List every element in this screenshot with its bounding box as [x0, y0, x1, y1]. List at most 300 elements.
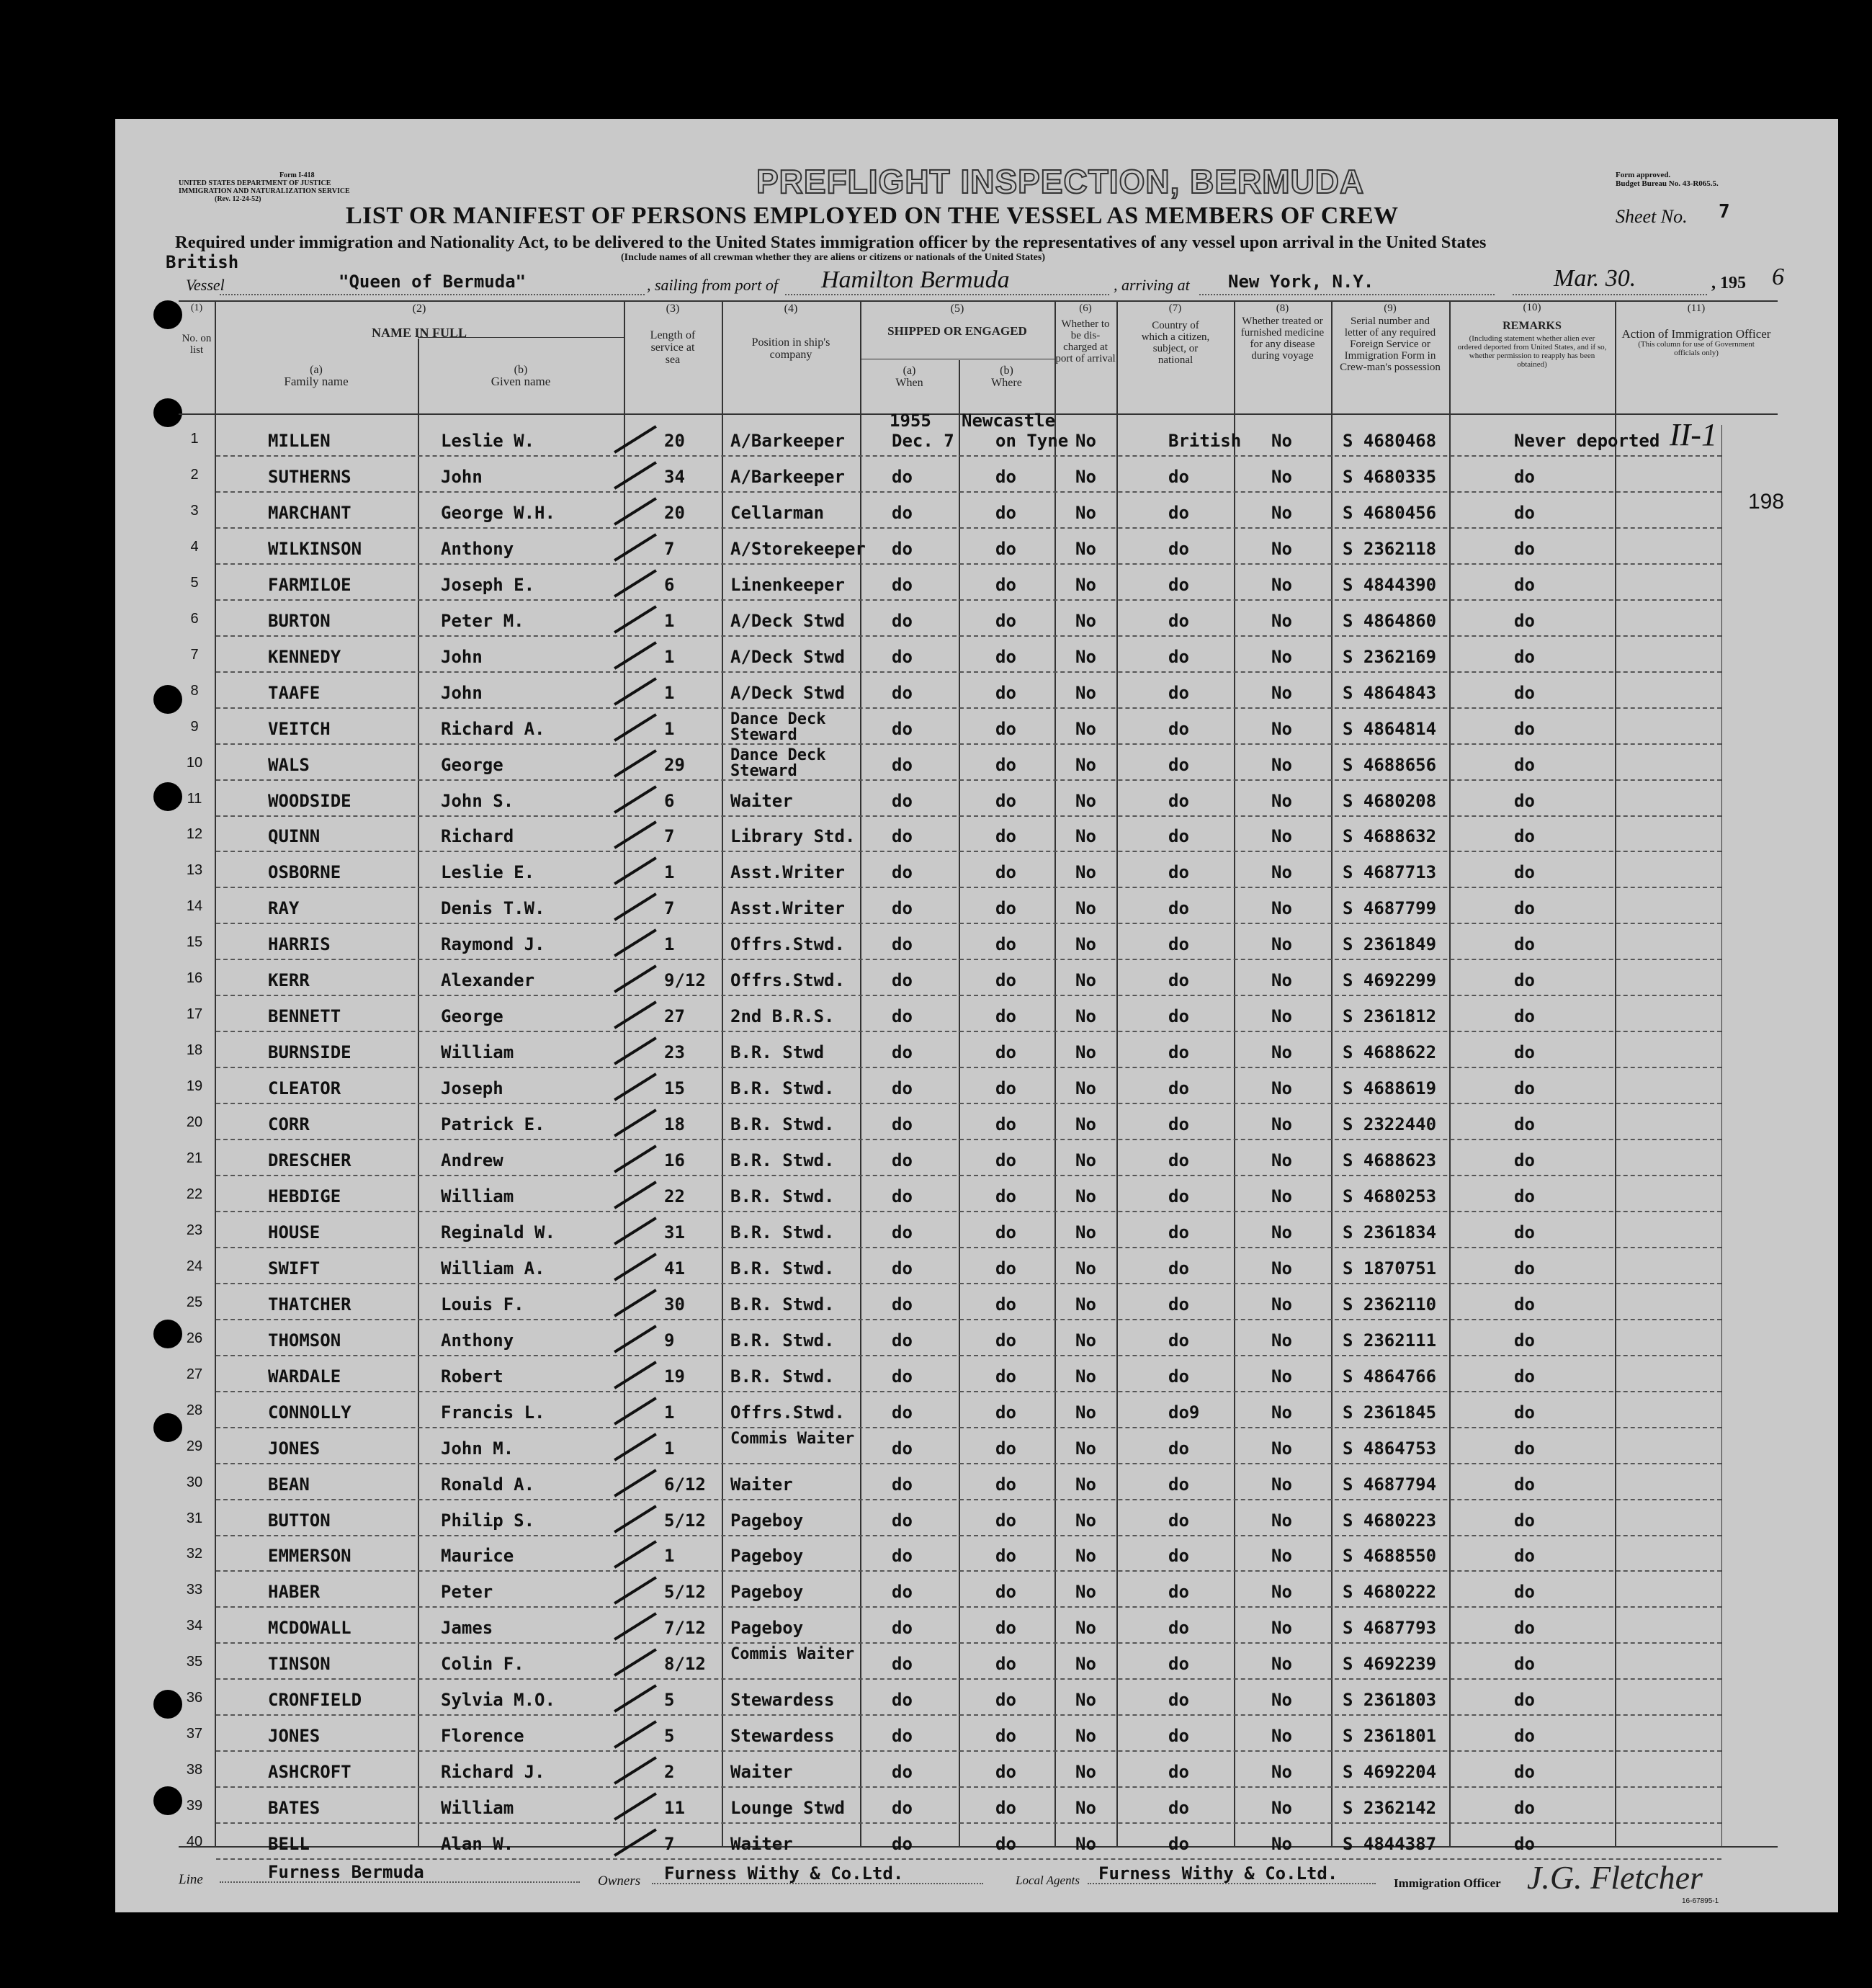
serial-number: S 4687793	[1343, 1618, 1437, 1639]
family-name: WALS	[268, 754, 310, 775]
remarks: do	[1514, 1546, 1535, 1567]
footer-line-value: Furness Bermuda	[268, 1862, 424, 1882]
given-name: Andrew	[441, 1150, 503, 1170]
position: A/Deck Stwd	[730, 682, 845, 703]
footer-agents-underline	[1088, 1883, 1376, 1885]
shipped-when: do	[892, 1222, 913, 1242]
row-number: 4	[190, 538, 199, 555]
family-name: BURNSIDE	[268, 1042, 351, 1063]
row-rule	[216, 599, 1721, 601]
sheet-label: Sheet No.	[1616, 206, 1688, 227]
family-name: KERR	[268, 970, 310, 991]
service-length: 9/12	[664, 970, 706, 991]
tally-slash-mark	[614, 1217, 657, 1245]
country: do	[1168, 1834, 1189, 1855]
discharged: No	[1075, 1582, 1096, 1603]
position: Cellarman	[730, 502, 825, 523]
given-name: John	[441, 682, 483, 703]
shipped-where: do	[995, 1798, 1016, 1819]
print-code: 16-67895-1	[1682, 1897, 1719, 1905]
nationality: British	[166, 252, 239, 272]
position: Waiter	[730, 790, 793, 811]
discharged: No	[1075, 1114, 1096, 1135]
shipped-where: do	[995, 1654, 1016, 1675]
discharged: No	[1075, 1762, 1096, 1783]
row-number: 39	[186, 1798, 203, 1814]
service-length: 7	[664, 1834, 675, 1855]
country: do	[1168, 1690, 1189, 1711]
punch-hole	[153, 300, 182, 329]
treated: No	[1271, 1294, 1292, 1315]
table-row	[0, 566, 1872, 602]
family-name: SUTHERNS	[268, 466, 351, 487]
row-number: 20	[186, 1114, 203, 1131]
treated: No	[1271, 718, 1292, 739]
discharged: No	[1075, 934, 1096, 955]
shipped-when: do	[892, 1510, 913, 1531]
table-row	[0, 1430, 1872, 1466]
given-name: Richard J.	[441, 1762, 545, 1783]
given-name: Raymond J.	[441, 934, 545, 955]
table-row	[0, 1789, 1872, 1825]
serial-number: S 2361849	[1343, 934, 1437, 955]
position: Commis Waiter	[730, 1645, 855, 1664]
remarks: do	[1514, 898, 1535, 919]
discharged: No	[1075, 1834, 1096, 1855]
country: do	[1168, 574, 1189, 595]
discharged: No	[1075, 1258, 1096, 1279]
treated: No	[1271, 1762, 1292, 1783]
given-name: Joseph	[441, 1078, 503, 1099]
country: do	[1168, 646, 1189, 667]
shipped-where: do	[995, 1186, 1016, 1206]
treated: No	[1271, 1654, 1292, 1675]
tally-slash-mark	[614, 1577, 657, 1605]
treated: No	[1271, 682, 1292, 703]
treated: No	[1271, 1510, 1292, 1531]
tally-slash-mark	[614, 1828, 657, 1856]
position: Asst.Writer	[730, 862, 845, 883]
shipped-when: do	[892, 1330, 913, 1351]
tally-slash-mark	[614, 929, 657, 957]
row-rule	[216, 1678, 1721, 1680]
table-row	[0, 782, 1872, 818]
service-length: 20	[664, 502, 685, 523]
shipped-when: do	[892, 1654, 913, 1675]
serial-number: S 4692204	[1343, 1762, 1437, 1783]
row-number: 15	[186, 934, 203, 951]
footer-agents-value: Furness Withy & Co.Ltd.	[1098, 1863, 1338, 1884]
row-number: 27	[186, 1366, 203, 1382]
treated: No	[1271, 1114, 1292, 1135]
serial-number: S 4864814	[1343, 718, 1437, 739]
row-rule	[216, 1247, 1721, 1248]
discharged: No	[1075, 538, 1096, 559]
arriving-label: , arriving at	[1114, 276, 1190, 294]
tally-slash-mark	[614, 749, 657, 777]
treated: No	[1271, 502, 1292, 523]
family-name: WOODSIDE	[268, 790, 351, 811]
serial-number: S 4688550	[1343, 1546, 1437, 1567]
shipped-where: do	[995, 1726, 1016, 1747]
shipped-where: do	[995, 1078, 1016, 1099]
country: do	[1168, 862, 1189, 883]
row-number: 22	[186, 1186, 203, 1202]
row-rule	[216, 1427, 1721, 1428]
table-row	[0, 1106, 1872, 1142]
row-rule	[216, 707, 1721, 709]
discharged: No	[1075, 1294, 1096, 1315]
shipped-where: do	[995, 754, 1016, 775]
table-row	[0, 1681, 1872, 1717]
table-row	[0, 1034, 1872, 1070]
tally-slash-mark	[614, 461, 657, 489]
remarks: do	[1514, 1582, 1535, 1603]
family-name: QUINN	[268, 826, 321, 847]
serial-number: S 4864860	[1343, 610, 1437, 631]
shipped-when: do	[892, 1618, 913, 1639]
shipped-where: do	[995, 502, 1016, 523]
remarks: do	[1514, 1690, 1535, 1711]
discharged: No	[1075, 610, 1096, 631]
family-name: HARRIS	[268, 934, 331, 955]
table-row	[0, 530, 1872, 566]
shipped-when: do	[892, 502, 913, 523]
vessel-label: Vessel	[186, 276, 225, 294]
country: do9	[1168, 1402, 1200, 1423]
tally-slash-mark	[614, 1469, 657, 1497]
table-row	[0, 1250, 1872, 1286]
remarks: do	[1514, 1366, 1535, 1387]
serial-number: S 4680222	[1343, 1582, 1437, 1603]
table-row	[0, 1322, 1872, 1358]
shipped-when: do	[892, 1078, 913, 1099]
row-rule	[216, 1175, 1721, 1176]
remarks: do	[1514, 1330, 1535, 1351]
family-name: MARCHANT	[268, 502, 351, 523]
treated: No	[1271, 1402, 1292, 1423]
table-row	[0, 926, 1872, 962]
family-name: WILKINSON	[268, 538, 362, 559]
shipped-where: do	[995, 790, 1016, 811]
row-number: 29	[186, 1438, 203, 1454]
service-length: 7	[664, 538, 675, 559]
given-name: John M.	[441, 1438, 514, 1459]
row-rule	[216, 1535, 1721, 1536]
given-name: Reginald W.	[441, 1222, 555, 1242]
shipped-where: do	[995, 1474, 1016, 1495]
country: do	[1168, 790, 1189, 811]
given-name: Louis F.	[441, 1294, 524, 1315]
serial-number: S 2361803	[1343, 1690, 1437, 1711]
discharged: No	[1075, 682, 1096, 703]
serial-number: S 4688623	[1343, 1150, 1437, 1170]
shipped-when: do	[892, 790, 913, 811]
shipped-where: do	[995, 898, 1016, 919]
shipped-where: do	[995, 826, 1016, 847]
row-rule	[216, 635, 1721, 637]
page-title: LIST OR MANIFEST OF PERSONS EMPLOYED ON THE VESSEL AS MEMBERS OF CREW	[346, 202, 1399, 229]
col2-header: (2) NAME IN FULL	[371, 303, 467, 340]
remarks: do	[1514, 1474, 1535, 1495]
shipped-when: do	[892, 682, 913, 703]
family-name: ASHCROFT	[268, 1762, 351, 1783]
given-name: Patrick E.	[441, 1114, 545, 1135]
country: do	[1168, 1222, 1189, 1242]
row-rule	[216, 1714, 1721, 1716]
shipped-when: do	[892, 610, 913, 631]
service-length: 7	[664, 898, 675, 919]
shipped-when: do	[892, 1582, 913, 1603]
given-name: Anthony	[441, 1330, 514, 1351]
family-name: BEAN	[268, 1474, 310, 1495]
remarks: do	[1514, 826, 1535, 847]
tally-slash-mark	[614, 1145, 657, 1173]
remarks: do	[1514, 682, 1535, 703]
serial-number: S 4680208	[1343, 790, 1437, 811]
family-name: HABER	[268, 1582, 321, 1603]
position: Linenkeeper	[730, 574, 845, 595]
discharged: No	[1075, 431, 1096, 451]
position: B.R. Stwd.	[730, 1222, 835, 1242]
remarks: do	[1514, 862, 1535, 883]
position: Stewardess	[730, 1690, 835, 1711]
remarks: do	[1514, 502, 1535, 523]
shipped-where: do	[995, 718, 1016, 739]
vessel-name: "Queen of Bermuda"	[339, 272, 527, 292]
position: Offrs.Stwd.	[730, 1402, 845, 1423]
shipped-when: do	[892, 970, 913, 991]
position: A/Storekeeper	[730, 538, 866, 559]
remarks: do	[1514, 646, 1535, 667]
row-number: 21	[186, 1150, 203, 1166]
shipped-when: do	[892, 538, 913, 559]
position: Waiter	[730, 1474, 793, 1495]
service-length: 1	[664, 1438, 675, 1459]
row-number: 26	[186, 1330, 203, 1346]
family-name: EMMERSON	[268, 1546, 351, 1567]
family-name: SWIFT	[268, 1258, 321, 1279]
row-rule	[216, 815, 1721, 817]
family-name: WARDALE	[268, 1366, 341, 1387]
row-rule	[216, 887, 1721, 888]
shipped-when: do	[892, 1402, 913, 1423]
given-name: Philip S.	[441, 1510, 535, 1531]
position: Lounge Stwd	[730, 1798, 845, 1819]
shipped-when: do	[892, 1150, 913, 1170]
row-number: 17	[186, 1006, 203, 1023]
tally-slash-mark	[614, 497, 657, 525]
row-number: 1	[190, 431, 199, 447]
tally-slash-mark	[614, 713, 657, 741]
given-name: John S.	[441, 790, 514, 811]
row-rule	[216, 1606, 1721, 1608]
action-mark: II-1	[1670, 417, 1717, 452]
family-name: RAY	[268, 898, 300, 919]
family-name: THOMSON	[268, 1330, 341, 1351]
service-length: 11	[664, 1798, 685, 1819]
shipped-when: do	[892, 1042, 913, 1063]
country: do	[1168, 1762, 1189, 1783]
row-number: 24	[186, 1258, 203, 1274]
shipped-where: do	[995, 970, 1016, 991]
row-rule	[216, 1103, 1721, 1104]
service-length: 16	[664, 1150, 685, 1170]
service-length: 6/12	[664, 1474, 706, 1495]
remarks: do	[1514, 1762, 1535, 1783]
country: do	[1168, 1186, 1189, 1206]
position: Offrs.Stwd.	[730, 970, 845, 991]
shipped-where: do	[995, 466, 1016, 487]
service-length: 1	[664, 646, 675, 667]
row-number: 7	[190, 646, 199, 663]
shipped-where: do	[995, 934, 1016, 955]
service-length: 1	[664, 1402, 675, 1423]
shipped-where: do	[995, 610, 1016, 631]
shipped-where: do	[995, 1762, 1016, 1783]
shipped-where: do	[995, 1690, 1016, 1711]
row-rule	[216, 779, 1721, 781]
treated: No	[1271, 1330, 1292, 1351]
remarks: do	[1514, 1618, 1535, 1639]
family-name: CORR	[268, 1114, 310, 1135]
row-rule	[216, 1750, 1721, 1752]
col7-header: (7) Country of which a citizen, subject, or national	[1141, 303, 1210, 366]
treated: No	[1271, 1006, 1292, 1027]
discharged: No	[1075, 862, 1096, 883]
serial-number: S 2362118	[1343, 538, 1437, 559]
family-name: CONNOLLY	[268, 1402, 351, 1423]
row-rule	[216, 1139, 1721, 1140]
treated: No	[1271, 862, 1292, 883]
position: A/Barkeeper	[730, 431, 845, 451]
discharged: No	[1075, 1654, 1096, 1675]
row-rule	[216, 743, 1721, 745]
service-length: 27	[664, 1006, 685, 1027]
given-name: William	[441, 1042, 514, 1063]
remarks: do	[1514, 970, 1535, 991]
table-row	[0, 1466, 1872, 1502]
serial-number: S 4687794	[1343, 1474, 1437, 1495]
remarks: do	[1514, 718, 1535, 739]
discharged: No	[1075, 1510, 1096, 1531]
treated: No	[1271, 431, 1292, 451]
row-number: 25	[186, 1294, 203, 1310]
family-name: TINSON	[268, 1654, 331, 1675]
serial-number: S 2322440	[1343, 1114, 1437, 1135]
country: do	[1168, 1366, 1189, 1387]
tally-slash-mark	[614, 1036, 657, 1065]
treated: No	[1271, 934, 1292, 955]
shipped-where: do	[995, 1618, 1016, 1639]
col2b-header: (b) Given name	[491, 364, 551, 388]
given-name: Colin F.	[441, 1654, 524, 1675]
col10-header: (10) REMARKS (Including statement whether alien ever ordered deported from United States, and if so, whether permission to reapply has been obtained)	[1457, 302, 1607, 369]
row-number: 3	[190, 502, 199, 519]
discharged: No	[1075, 502, 1096, 523]
given-name: George	[441, 754, 503, 775]
country: do	[1168, 1546, 1189, 1567]
discharged: No	[1075, 1078, 1096, 1099]
arrival-underline	[1199, 294, 1495, 296]
row-rule	[216, 1391, 1721, 1392]
row-rule	[216, 1067, 1721, 1068]
shipped-when: do	[892, 1762, 913, 1783]
given-name: James	[441, 1618, 493, 1639]
serial-number: S 4692239	[1343, 1654, 1437, 1675]
treated: No	[1271, 1150, 1292, 1170]
row-number: 31	[186, 1510, 203, 1526]
family-name: BURTON	[268, 610, 331, 631]
tally-slash-mark	[614, 533, 657, 561]
row-number: 19	[186, 1078, 203, 1095]
shipped-when: do	[892, 1186, 913, 1206]
sailing-label: , sailing from port of	[647, 276, 778, 294]
service-length: 1	[664, 862, 675, 883]
footer-officer-label: Immigration Officer	[1394, 1876, 1501, 1890]
serial-number: S 4680456	[1343, 502, 1437, 523]
serial-number: S 4844387	[1343, 1834, 1437, 1855]
serial-number: S 2362111	[1343, 1330, 1437, 1351]
serial-number: S 4680223	[1343, 1510, 1437, 1531]
port-underline	[785, 294, 1109, 296]
given-name: George	[441, 1006, 503, 1027]
position: B.R. Stwd.	[730, 1078, 835, 1099]
footer-line-label: Line	[179, 1872, 203, 1887]
family-name: BELL	[268, 1834, 310, 1855]
table-row	[0, 602, 1872, 638]
position: 2nd B.R.S.	[730, 1006, 835, 1027]
discharged: No	[1075, 1438, 1096, 1459]
row-rule	[216, 455, 1721, 457]
country: do	[1168, 1114, 1189, 1135]
country: do	[1168, 934, 1189, 955]
tally-slash-mark	[614, 1720, 657, 1748]
shipped-where: do	[995, 538, 1016, 559]
service-length: 1	[664, 718, 675, 739]
serial-number: S 4864843	[1343, 682, 1437, 703]
remarks: do	[1514, 934, 1535, 955]
country: British	[1168, 431, 1242, 451]
tally-slash-mark	[614, 1756, 657, 1784]
treated: No	[1271, 826, 1292, 847]
row-number: 37	[186, 1726, 203, 1742]
serial-number: S 4688632	[1343, 826, 1437, 847]
remarks: do	[1514, 1294, 1535, 1315]
given-name: Ronald A.	[441, 1474, 535, 1495]
shipped-where: do	[995, 1366, 1016, 1387]
family-name: BUTTON	[268, 1510, 331, 1531]
discharged: No	[1075, 1690, 1096, 1711]
tally-slash-mark	[614, 785, 657, 813]
position: Library Std.	[730, 826, 856, 847]
row-number: 18	[186, 1042, 203, 1059]
given-name: Anthony	[441, 538, 514, 559]
row-number: 11	[187, 790, 202, 807]
col3-header: (3) Length of service at sea	[650, 303, 696, 366]
service-length: 2	[664, 1762, 675, 1783]
service-length: 1	[664, 610, 675, 631]
arrival-year-digit: 6	[1772, 264, 1784, 290]
shipped-where: do	[995, 1114, 1016, 1135]
serial-number: S 4688619	[1343, 1078, 1437, 1099]
serial-number: S 4687713	[1343, 862, 1437, 883]
remarks: Never deported	[1514, 431, 1660, 451]
given-name: Peter	[441, 1582, 493, 1603]
table-row	[0, 1537, 1872, 1573]
treated: No	[1271, 754, 1292, 775]
row-number: 9	[190, 718, 199, 735]
